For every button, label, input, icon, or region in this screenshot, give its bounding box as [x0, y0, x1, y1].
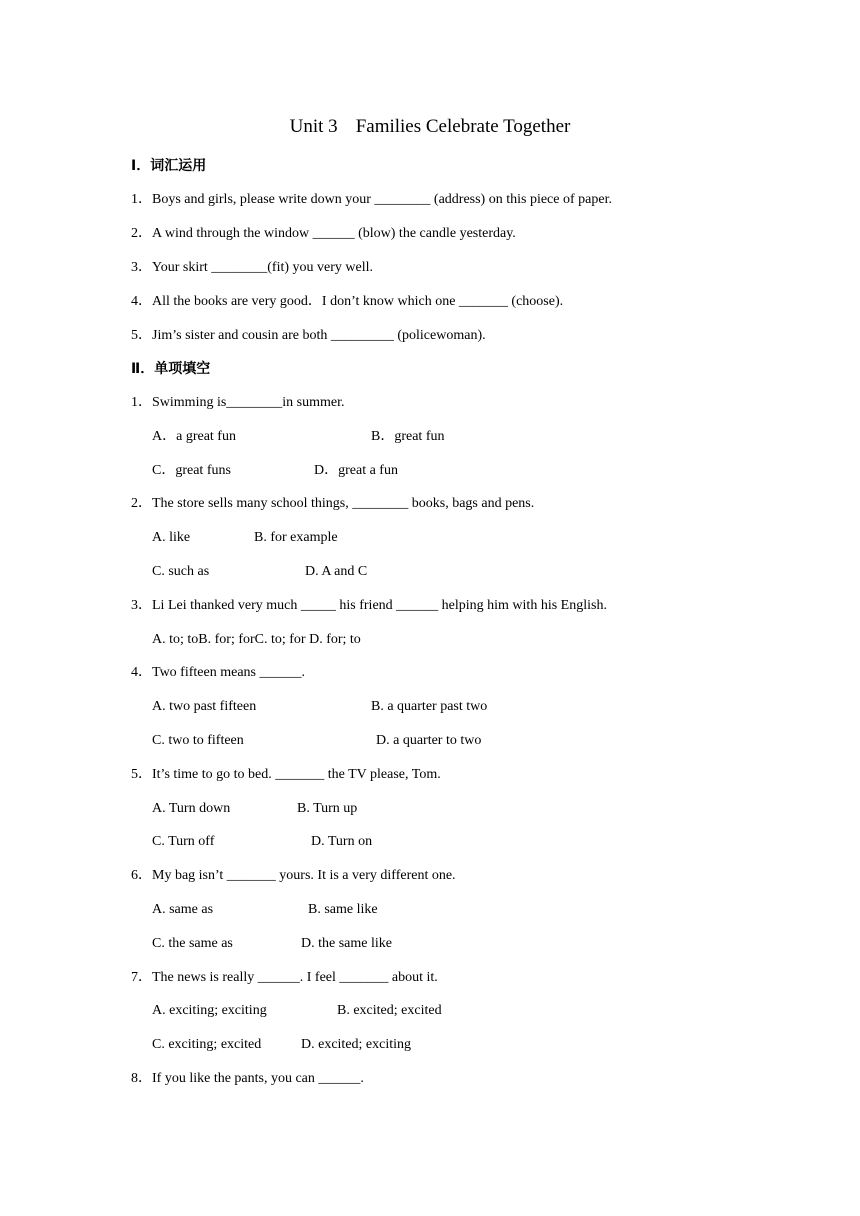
question-2-option-c: C. such as: [152, 564, 210, 579]
question-5-option-b: B. Turn up: [297, 801, 358, 816]
question-1-option-c: C．great funs: [152, 463, 231, 478]
question-6: 6．My bag isn’t _______ yours. It is a very different one.: [131, 868, 456, 883]
vocab-item-5: 5．Jim’s sister and cousin are both _________ (policewoman).: [131, 328, 486, 343]
vocab-item-2: 2．A wind through the window ______ (blow) the candle yesterday.: [131, 226, 516, 241]
question-1-option-d: D．great a fun: [314, 463, 398, 478]
vocab-item-1: 1．Boys and girls, please write down your ________ (address) on this piece of paper.: [131, 192, 612, 207]
section-heading-multiple-choice: Ⅱ．单项填空: [131, 361, 211, 377]
question-2-option-a: A. like: [152, 530, 191, 545]
question-4-option-a: A. two past fifteen: [152, 699, 257, 714]
question-2-option-b: B. for example: [254, 530, 338, 545]
question-6-option-a: A. same as: [152, 902, 214, 917]
vocab-item-3: 3．Your skirt ________(fit) you very well.: [131, 260, 374, 275]
question-4: 4．Two fifteen means ______.: [131, 665, 305, 680]
question-5-option-a: A. Turn down: [152, 801, 231, 816]
question-5-option-d: D. Turn on: [311, 834, 373, 849]
question-3: 3．Li Lei thanked very much _____ his friend ______ helping him with his English.: [131, 598, 607, 613]
question-3-options: A. to; toB. for; forC. to; for D. for; to: [152, 632, 361, 647]
question-6-option-c: C. the same as: [152, 936, 233, 951]
question-1: 1．Swimming is________in summer.: [131, 395, 345, 410]
vocab-item-4: 4．All the books are very good．I don’t know which one _______ (choose).: [131, 294, 564, 309]
question-7-option-c: C. exciting; excited: [152, 1037, 262, 1052]
question-1-option-a: A．a great fun: [152, 429, 236, 444]
unit-name: Families Celebrate Together: [355, 116, 571, 137]
question-2-option-d: D. A and C: [305, 564, 368, 579]
question-7-option-a: A. exciting; exciting: [152, 1003, 267, 1018]
unit-number: Unit 3: [289, 116, 338, 137]
question-6-option-d: D. the same like: [301, 936, 392, 951]
question-2: 2．The store sells many school things, ________ books, bags and pens.: [131, 496, 535, 511]
question-7: 7．The news is really ______. I feel _______ about it.: [131, 970, 438, 985]
section-heading-vocabulary: Ⅰ．词汇运用: [131, 158, 207, 174]
question-4-option-d: D. a quarter to two: [376, 733, 482, 748]
page-title: [0, 115, 860, 139]
question-5-option-c: C. Turn off: [152, 834, 215, 849]
question-4-option-b: B. a quarter past two: [371, 699, 488, 714]
question-4-option-c: C. two to fifteen: [152, 733, 244, 748]
question-1-option-b: B．great fun: [371, 429, 445, 444]
question-7-option-b: B. excited; excited: [337, 1003, 442, 1018]
question-8: 8．If you like the pants, you can ______.: [131, 1071, 364, 1086]
question-7-option-d: D. excited; exciting: [301, 1037, 412, 1052]
question-5: 5．It’s time to go to bed. _______ the TV please, Tom.: [131, 767, 441, 782]
question-6-option-b: B. same like: [308, 902, 378, 917]
